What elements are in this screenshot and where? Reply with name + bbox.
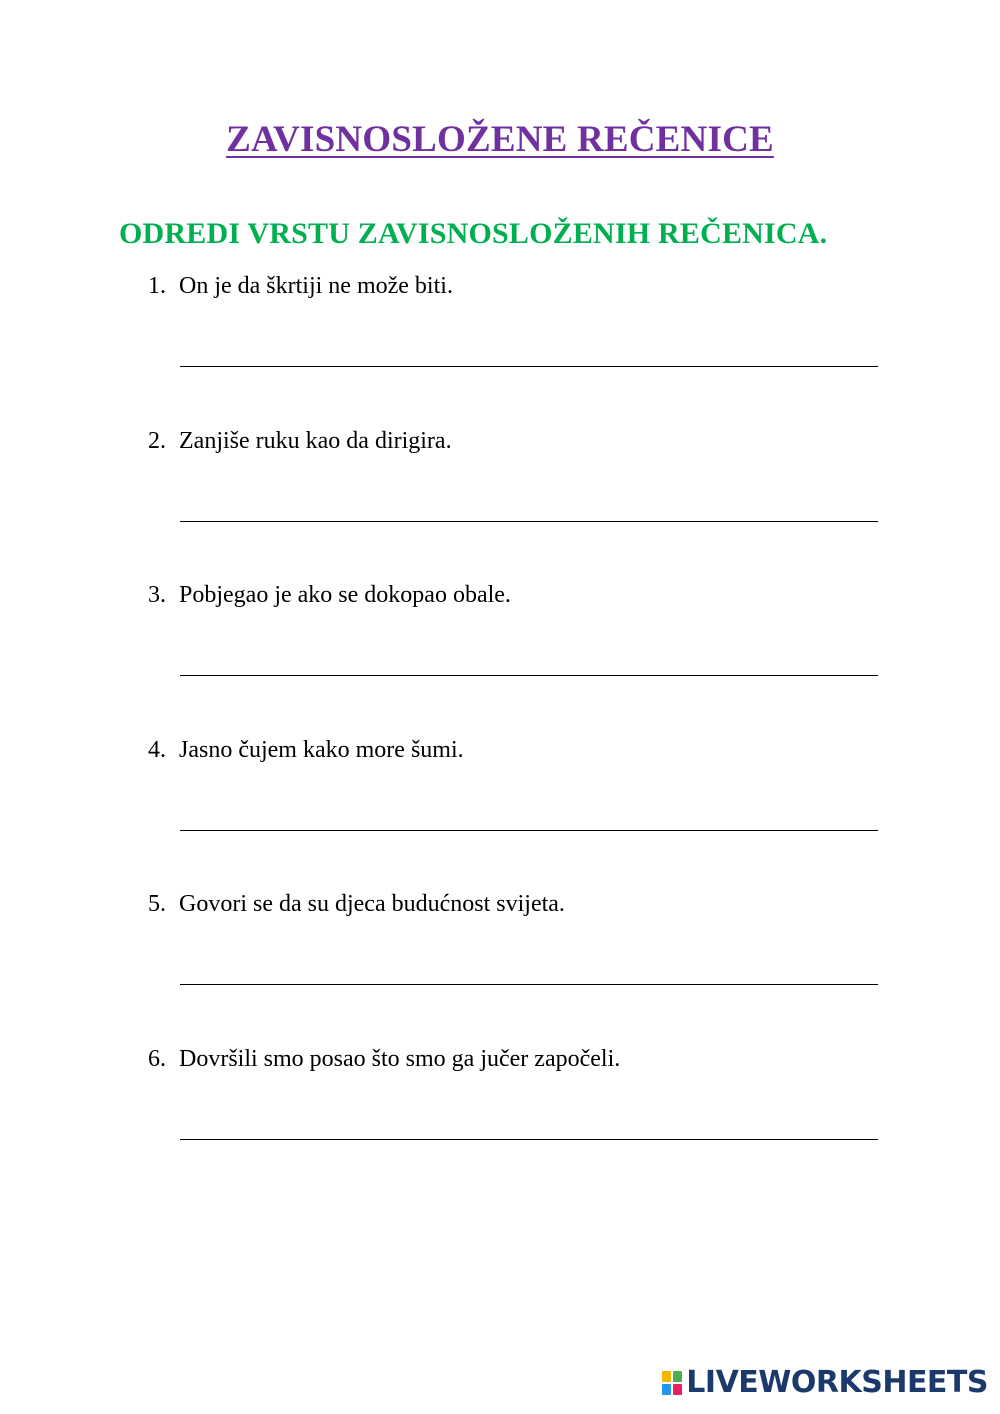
exercise-item — [148, 582, 888, 722]
answer-field[interactable] — [180, 814, 878, 831]
exercise-item — [148, 273, 888, 413]
item-sentence: Jasno čujem kako more šumi. — [179, 737, 464, 763]
exercise-item — [148, 428, 888, 568]
item-number: 2. — [148, 428, 166, 454]
logo-square — [673, 1371, 682, 1382]
item-number: 3. — [148, 582, 166, 608]
item-sentence: Zanjiše ruku kao da dirigira. — [179, 428, 452, 454]
logo-square — [673, 1384, 682, 1395]
answer-field[interactable] — [180, 350, 878, 367]
logo-square — [662, 1371, 671, 1382]
item-sentence: Pobjegao je ako se dokopao obale. — [179, 582, 511, 608]
item-number: 6. — [148, 1046, 166, 1072]
worksheet-title: ZAVISNOSLOŽENE REČENICE — [226, 119, 774, 160]
logo-text: LIVEWORKSHEETS — [686, 1365, 988, 1400]
exercise-item — [148, 737, 888, 877]
logo-square — [662, 1384, 671, 1395]
liveworksheets-logo — [662, 1365, 988, 1400]
instruction-heading: ODREDI VRSTU ZAVISNOSLOŽENIH REČENICA. — [119, 217, 828, 250]
answer-field[interactable] — [180, 968, 878, 985]
logo-grid-icon — [662, 1371, 682, 1395]
exercise-item — [148, 1046, 888, 1186]
answer-field[interactable] — [180, 1123, 878, 1140]
answer-field[interactable] — [180, 659, 878, 676]
exercise-item — [148, 891, 888, 1031]
item-sentence: Dovršili smo posao što smo ga jučer započeli. — [179, 1046, 621, 1072]
answer-field[interactable] — [180, 505, 878, 522]
item-number: 1. — [148, 273, 166, 299]
item-sentence: On je da škrtiji ne može biti. — [179, 273, 453, 299]
item-number: 4. — [148, 737, 166, 763]
item-number: 5. — [148, 891, 166, 917]
item-sentence: Govori se da su djeca budućnost svijeta. — [179, 891, 565, 917]
